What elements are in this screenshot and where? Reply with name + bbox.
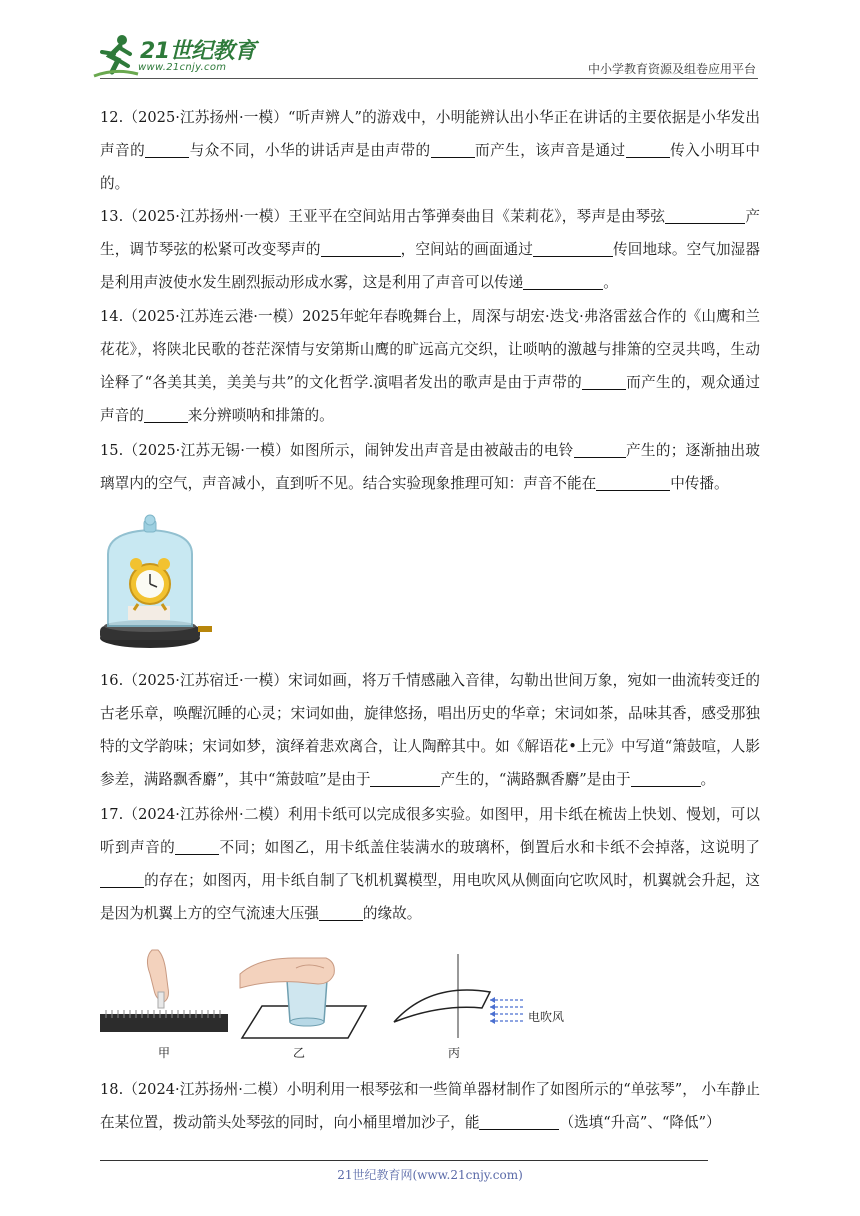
- figure-label-a: 甲: [158, 1046, 171, 1060]
- question-17: [100, 798, 760, 930]
- question-text: 产生的，“满路飘香麝”是由于: [440, 771, 631, 788]
- answer-blank[interactable]: [523, 271, 603, 290]
- answer-blank[interactable]: [479, 1111, 559, 1130]
- answer-blank[interactable]: [100, 869, 144, 888]
- question-text: 的存在；如图丙，用卡纸自制了飞机机翼模型，用电吹风从侧面向它吹风时，机翼就会升起，这是因为机翼上方的空气流速大压强: [100, 872, 760, 922]
- question-text: （选填“升高”、“降低”）: [559, 1114, 721, 1131]
- question-18: [100, 1073, 760, 1139]
- question-text: 12.（2025·江苏扬州·一模）“听声辨人”的游戏中，小明能辨认出小华正在讲话的主要依据是小华发出声音的: [100, 109, 760, 159]
- question-text: 而产生，该声音是通过: [474, 142, 626, 159]
- figure-label-b: 乙: [293, 1046, 306, 1060]
- footer-text: 21世纪教育网(www.21cnjy.com): [337, 1168, 523, 1182]
- answer-blank[interactable]: [319, 902, 363, 921]
- comb-card-figure: [100, 948, 230, 1034]
- question-text: 15.（2025·江苏无锡·一模）如图所示，闹钟发出声音是由被敲击的电铃: [100, 442, 574, 459]
- logo: [92, 32, 262, 80]
- question-text: 。: [603, 274, 618, 291]
- question-text: 产生的；逐渐抽出玻璃罩内的空气，声音减小，直到听不见。结合实验现象推理可知：声音不能在: [100, 442, 760, 492]
- question-14: [100, 300, 760, 432]
- question-text: 与众不同，小华的讲话声是由声带的: [189, 142, 431, 159]
- question-text: 来分辨唢呐和排箫的。: [187, 407, 334, 424]
- answer-blank[interactable]: [533, 238, 613, 257]
- answer-blank[interactable]: [665, 205, 745, 224]
- answer-blank[interactable]: [431, 139, 475, 158]
- header-divider: [100, 78, 758, 79]
- answer-blank[interactable]: [144, 404, 188, 423]
- answer-blank[interactable]: [321, 238, 401, 257]
- logo-title: 21世纪教育: [140, 39, 256, 64]
- figure-label-c: 丙: [448, 1046, 461, 1060]
- question-text: 中传播。: [670, 475, 729, 492]
- question-13: [100, 200, 760, 299]
- question-text: 17.（2024·江苏徐州·二模）利用卡纸可以完成很多实验。如图甲，用卡纸在梳齿上快划、慢划，可以听到声音的: [100, 806, 760, 856]
- question-text: 14.（2025·江苏连云港·一模）2025年蛇年春晚舞台上，周深与胡宏·迭戈·弗洛雷兹合作的《山鹰和兰花花》，将陕北民歌的苍茫深情与安第斯山鹰的旷远高亢交织，让唢呐的激越与排箫的空灵共鸣，生动诠释了“各美其美，美美与共”的文化哲学.演唱者发出的歌声是由于声带的: [100, 308, 760, 391]
- answer-blank[interactable]: [626, 139, 670, 158]
- answer-blank[interactable]: [145, 139, 189, 158]
- logo-url: www.21cnjy.com: [138, 62, 227, 73]
- answer-blank[interactable]: [631, 768, 701, 787]
- answer-blank[interactable]: [370, 768, 440, 787]
- question-text: 不同；如图乙，用卡纸盖住装满水的玻璃杯，倒置后水和卡纸不会掉落，这说明了: [219, 839, 760, 856]
- runner-logo-icon: [92, 32, 140, 80]
- question-text: 产生，调节琴弦的松紧可改变琴声的: [100, 208, 760, 258]
- answer-blank[interactable]: [582, 371, 626, 390]
- inverted-glass-figure: [238, 944, 378, 1040]
- wing-model-figure: [390, 952, 530, 1040]
- question-text: 传入小明耳中的。: [100, 142, 760, 192]
- page-header: [0, 0, 860, 86]
- question-16: [100, 664, 760, 796]
- answer-blank[interactable]: [175, 836, 219, 855]
- question-12: [100, 101, 760, 200]
- question-text: 的缘故。: [362, 905, 422, 922]
- answer-blank[interactable]: [596, 472, 670, 491]
- platform-name: 中小学教育资源及组卷应用平台: [587, 62, 756, 76]
- question-15: [100, 434, 760, 500]
- question-text: 。: [700, 771, 716, 788]
- hair-dryer-label: 电吹风: [528, 1010, 565, 1024]
- question-text: 16.（2025·江苏宿迁·一模）宋词如画，将万千情感融入音律，勾勒出世间万象，宛如一曲流转变迁的古老乐章，唤醒沉睡的心灵；宋词如曲，旋律悠扬，唱出历史的华章；宋词如茶，品味其香，感受那独特的文学韵味；宋词如梦，演绎着悲欢离合，让人陶醉其中。如《解语花•上元》中写道“箫鼓喧，人影参差，满路飘香麝”，其中“箫鼓喧”是由于: [100, 672, 760, 788]
- bell-jar-alarm-clock-figure: [98, 514, 214, 652]
- question-text: ，空间站的画面通过: [400, 241, 533, 258]
- question-text: 传回地球。空气加湿器是利用声波使水发生剧烈振动形成水雾，这是利用了声音可以传递: [100, 241, 760, 291]
- answer-blank[interactable]: [574, 439, 626, 458]
- question-text: 而产生的，观众通过声音的: [100, 374, 760, 424]
- question-text: 18.（2024·江苏扬州·二模）小明利用一根琴弦和一些简单器材制作了如图所示的“单弦琴”， 小车静止在某位置，拨动箭头处琴弦的同时，向小桶里增加沙子，能: [100, 1081, 760, 1131]
- footer-divider: [100, 1160, 708, 1161]
- question-text: 13.（2025·江苏扬州·一模）王亚平在空间站用古筝弹奏曲目《茉莉花》，琴声是由琴弦: [100, 208, 666, 225]
